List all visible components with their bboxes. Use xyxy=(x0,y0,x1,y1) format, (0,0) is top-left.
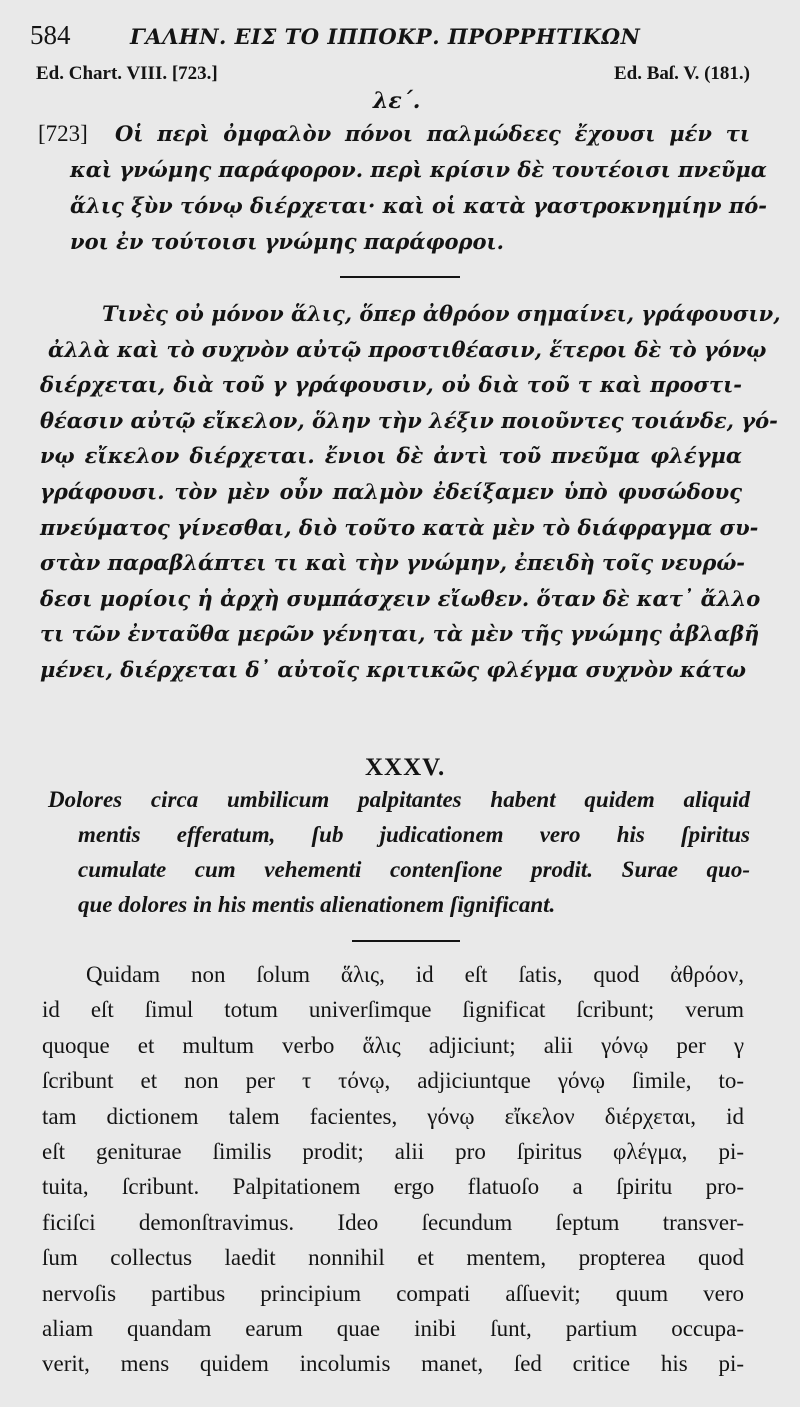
greek-aphorism-line: καὶ γνώμης παράφορον. περὶ κρίσιν δὲ τουτέοισι πνεῦμα xyxy=(70,157,767,182)
greek-commentary xyxy=(30,296,781,696)
greek-commentary-line: Τινὲς οὐ μόνον ἅλις, ὅπερ ἀθρόον σημαίνει, γράφουσιν, xyxy=(102,301,781,326)
latin-commentary-line: Quidam non ſolum ἅλις, id eſt ſatis, quod ἀθρόον, xyxy=(86,962,744,987)
edition-chartier: Ed. Chart. VIII. [723.] xyxy=(36,63,218,84)
latin-commentary-line: tuita, ſcribunt. Palpitationem ergo flatuoſo a ſpiritu pro- xyxy=(42,1174,744,1200)
greek-commentary-line: νῳ εἴκελον διέρχεται. ἔνιοι δὲ ἀντὶ τοῦ πνεῦμα φλέγμα xyxy=(40,443,742,469)
latin-commentary xyxy=(30,957,770,1397)
edition-basel: Ed. Baſ. V. (181.) xyxy=(613,63,750,84)
latin-commentary-line: id eſt ſimul totum univerſimque ſignificat ſcribunt; verum xyxy=(42,997,744,1023)
latin-commentary-line: quoque et multum verbo ἅλις adjiciunt; alii γόνῳ per γ xyxy=(42,1032,744,1058)
latin-commentary-line: nervoſis partibus principium compati aſſuevit; quum vero xyxy=(42,1280,744,1306)
greek-commentary-line: πνεύματος γίνεσθαι, διὸ τοῦτο κατὰ μὲν τὸ διάφραγμα συ- xyxy=(40,514,759,540)
latin-section-number: XXXV. xyxy=(365,754,446,781)
section-divider xyxy=(340,276,460,278)
greek-section-number: λε΄. xyxy=(373,88,421,114)
greek-commentary-line: θέασιν αὐτῷ εἴκελον, ὅλην τὴν λέξιν ποιοῦντες τοιάνδε, γό- xyxy=(40,407,778,433)
latin-commentary-line: ſum collectus laedit nonnihil et mentem, propterea quod xyxy=(42,1245,744,1271)
latin-aphorism-line: Dolores circa umbilicum palpitantes habent quidem aliquid xyxy=(48,787,750,812)
greek-aphorism-line: ἅλις ξὺν τόνῳ διέρχεται· καὶ οἱ κατὰ γαστροκνημίην πό- xyxy=(70,193,767,218)
latin-commentary-line: ſcribunt et non per τ τόνῳ, adjiciuntque γόνῳ ſimile, to- xyxy=(42,1068,744,1094)
edition-page-marker: [723] xyxy=(38,121,88,146)
latin-commentary-line: ficiſci demonſtravimus. Ideo ſecundum ſeptum transver- xyxy=(42,1209,744,1235)
greek-aphorism xyxy=(30,116,770,266)
greek-commentary-line: ἀλλὰ καὶ τὸ συχνὸν αὐτῷ προστιθέασιν, ἕτεροι δὲ τὸ γόνῳ xyxy=(48,336,767,362)
latin-commentary-line: aliam quandam earum quae inibi ſunt, partium occupa- xyxy=(42,1316,744,1341)
page-number: 584 xyxy=(30,20,71,50)
running-head xyxy=(30,18,770,54)
running-title: ΓΑΛΗΝ. ΕΙΣ ΤΟ ΙΠΠΟΚΡ. ΠΡΟΡΡΗΤΙΚΩΝ xyxy=(130,24,641,49)
greek-commentary-line: μένει, διέρχεται δ᾽ αὐτοῖς κριτικῶς φλέγμα συχνὸν κάτω xyxy=(40,657,746,682)
greek-commentary-line: γράφουσι. τὸν μὲν οὖν παλμὸν ἐδείξαμεν ὑπὸ φυσώδους xyxy=(40,479,742,504)
section-divider xyxy=(352,940,460,942)
edition-references xyxy=(30,63,770,89)
latin-commentary-line: eſt geniturae ſimilis prodit; alii pro ſpiritus φλέγμα, pi- xyxy=(42,1139,744,1164)
greek-commentary-line: τι τῶν ἐνταῦθα μερῶν γένηται, τὰ μὲν τῆς γνώμης ἀβλαβῆ xyxy=(40,621,760,647)
latin-aphorism-line: cumulate cum vehementi contenſione prodit. Surae quo- xyxy=(78,857,750,882)
greek-aphorism-line: νοι ἐν τούτοισι γνώμης παράφοροι. xyxy=(70,229,504,254)
greek-aphorism-line: Οἱ περὶ ὀμφαλὸν πόνοι παλμώδεες ἔχουσι μέν τι xyxy=(115,121,750,146)
latin-aphorism-line: mentis efferatum, ſub judicationem vero his ſpiritus xyxy=(78,822,750,847)
latin-commentary-line: tam dictionem talem facientes, γόνῳ εἴκελον διέρχεται, id xyxy=(42,1103,744,1129)
greek-commentary-line: δεσι μορίοις ἡ ἀρχὴ συμπάσχειν εἴωθεν. ὅταν δὲ κατ᾽ ἄλλο xyxy=(40,585,761,611)
latin-commentary-line: verit, mens quidem incolumis manet, ſed critice his pi- xyxy=(42,1351,744,1377)
greek-commentary-line: στὰν παραβλάπτει τι καὶ τὴν γνώμην, ἐπειδὴ τοῖς νευρώ- xyxy=(40,550,746,576)
latin-aphorism-line: que dolores in his mentis alienationem ſignificant. xyxy=(78,892,556,917)
greek-commentary-line: διέρχεται, διὰ τοῦ γ γράφουσιν, οὐ διὰ τοῦ τ καὶ προστι- xyxy=(40,372,742,398)
latin-aphorism xyxy=(30,782,770,927)
